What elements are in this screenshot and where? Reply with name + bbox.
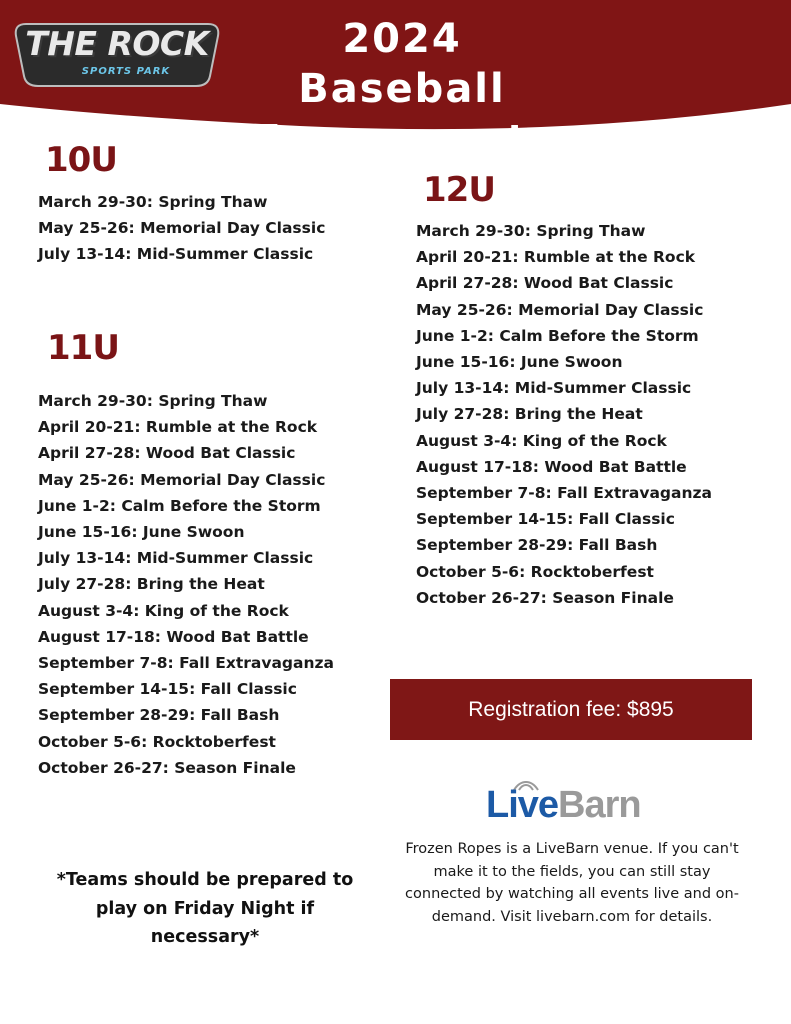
title-line-1: 2024 Baseball	[298, 16, 506, 112]
event-item: March 29-30: Spring Thaw	[38, 193, 268, 211]
event-item: September 7-8: Fall Extravaganza	[38, 654, 334, 673]
event-item: April 20-21: Rumble at the Rock	[416, 248, 696, 267]
event-item: March 29-30: Spring Thaw	[416, 222, 646, 240]
event-item: October 5-6: Rocktoberfest	[416, 562, 654, 581]
event-list-12u	[416, 218, 712, 611]
event-item: July 13-14: Mid-Summer Classic	[38, 549, 314, 568]
event-item: September 7-8: Fall Extravaganza	[416, 484, 712, 503]
event-item: September 14-15: Fall Classic	[38, 680, 297, 699]
livebarn-logo-barn: Barn	[558, 784, 641, 826]
event-item: June 15-16: June Swoon	[416, 353, 623, 372]
event-item: March 29-30: Spring Thaw	[38, 392, 268, 410]
registration-fee-box: Registration fee: $895	[390, 679, 752, 740]
event-item: April 27-28: Wood Bat Classic	[38, 444, 296, 463]
event-item: August 17-18: Wood Bat Battle	[38, 627, 309, 646]
event-item: May 25-26: Memorial Day Classic	[38, 219, 326, 238]
friday-night-note: *Teams should be prepared to play on Friday Night if necessary*	[56, 870, 354, 947]
event-item: April 20-21: Rumble at the Rock	[38, 418, 318, 437]
event-item: July 13-14: Mid-Summer Classic	[416, 379, 692, 398]
event-item: May 25-26: Memorial Day Classic	[38, 470, 326, 489]
livebarn-note: Frozen Ropes is a LiveBarn venue. If you can't make it to the fields, you can still stay connected by watching all events live and on-demand. Visit livebarn.com for details.	[405, 841, 739, 925]
event-item: August 17-18: Wood Bat Battle	[416, 457, 687, 476]
event-item: May 25-26: Memorial Day Classic	[416, 300, 704, 319]
event-item: July 27-28: Bring the Heat	[416, 405, 643, 424]
event-item: August 3-4: King of the Rock	[416, 431, 667, 450]
event-item: July 27-28: Bring the Heat	[38, 575, 265, 594]
event-item: June 15-16: June Swoon	[38, 523, 245, 542]
event-item: September 28-29: Fall Bash	[38, 706, 280, 725]
event-list-11u	[38, 388, 334, 781]
heading-12u: 12U	[423, 170, 495, 210]
event-item: September 28-29: Fall Bash	[416, 536, 658, 555]
event-item: June 1-2: Calm Before the Storm	[416, 326, 699, 345]
heading-11u: 11U	[47, 328, 119, 368]
event-item: October 26-27: Season Finale	[38, 758, 296, 777]
event-item: April 27-28: Wood Bat Classic	[416, 274, 674, 293]
heading-10u: 10U	[45, 140, 117, 180]
event-item: August 3-4: King of the Rock	[38, 601, 289, 620]
event-item: October 26-27: Season Finale	[416, 588, 674, 607]
logo-subtext: SPORTS PARK	[81, 66, 171, 77]
title-line-2: Tournaments	[251, 117, 553, 161]
the-rock-logo	[12, 22, 222, 88]
page-title	[232, 14, 572, 164]
event-item: July 13-14: Mid-Summer Classic	[38, 245, 314, 264]
event-list-10u	[38, 189, 325, 268]
event-item: October 5-6: Rocktoberfest	[38, 732, 276, 751]
livebarn-logo-live: Live	[486, 784, 559, 826]
event-item: June 1-2: Calm Before the Storm	[38, 496, 321, 515]
livebarn-logo	[486, 778, 666, 828]
logo-text: THE ROCK	[25, 24, 209, 63]
event-item: September 14-15: Fall Classic	[416, 510, 675, 529]
